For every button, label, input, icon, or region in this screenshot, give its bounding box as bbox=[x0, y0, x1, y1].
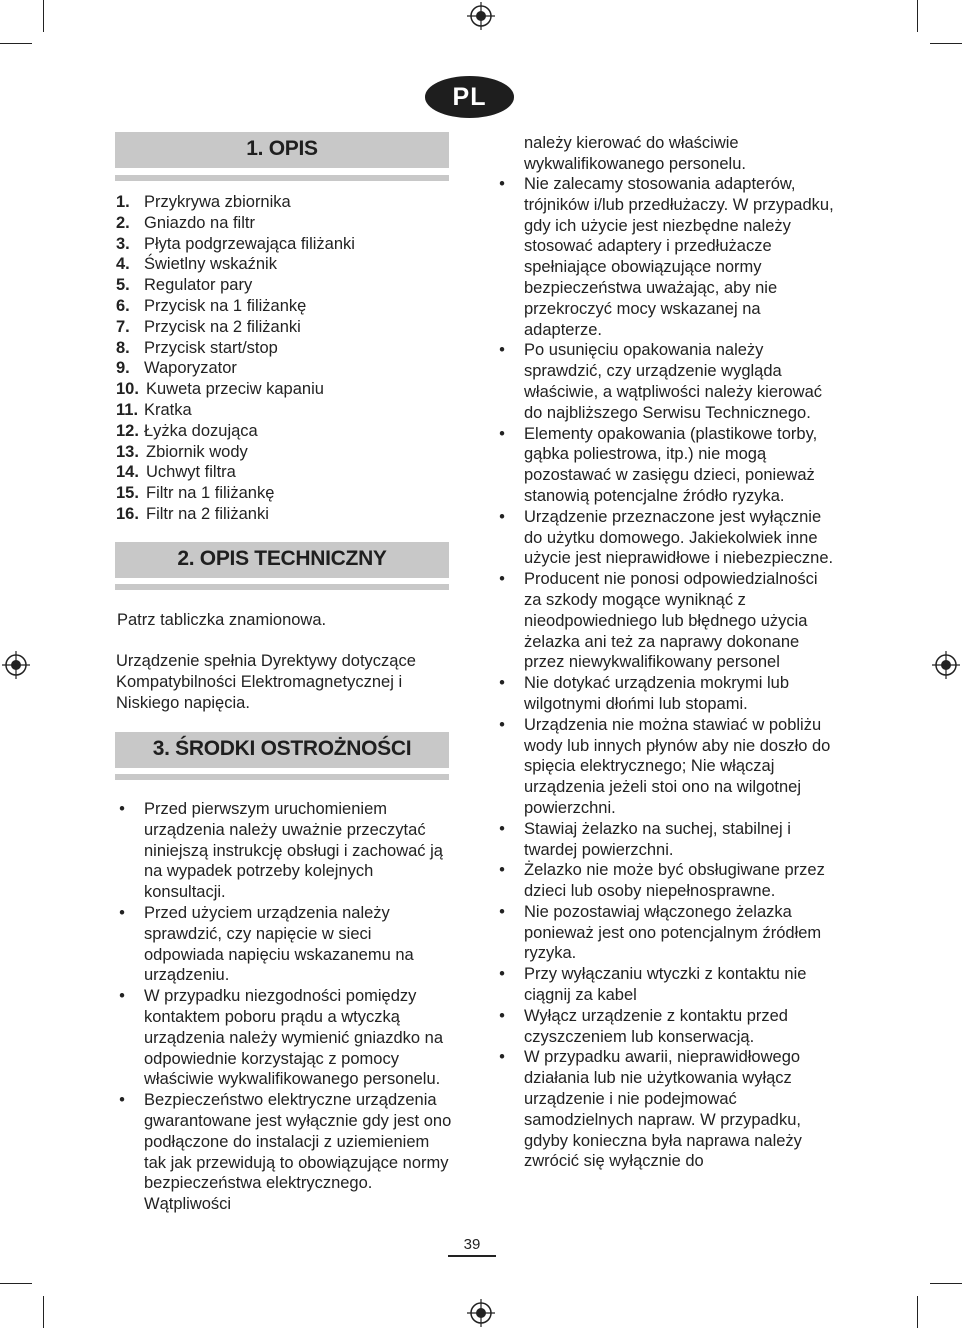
list-item: 5. Regulator pary bbox=[116, 276, 253, 295]
registration-mark-icon bbox=[931, 650, 961, 680]
crop-mark bbox=[930, 1283, 962, 1284]
list-item: • Elementy opakowania (plastikowe torby, gąbka poliestrowa, itp.) nie mogą pozostawać w zasięgu dzieci, ponieważ stanowią potencjalne źródło ryzyka. bbox=[499, 424, 818, 505]
list-item: 9. Waporyzator bbox=[116, 359, 237, 378]
list-item: 2. Gniazdo na filtr bbox=[116, 213, 255, 232]
language-badge: PL bbox=[425, 76, 514, 118]
list-item: • Żelazko nie może być obsługiwane przez dzieci lub osoby niepełnosprawne. bbox=[499, 861, 825, 901]
crop-mark bbox=[43, 0, 44, 32]
registration-mark-icon bbox=[1, 650, 31, 680]
crop-mark bbox=[930, 43, 962, 44]
crop-mark bbox=[43, 1296, 44, 1328]
list-item: • W przypadku niezgodności pomiędzy kontaktem poboru prądu a wtyczką urządzenia należy wymienić gniazdko na odpowiednie korzystając z pomocy właściwie wykwalifikowanego personelu. bbox=[119, 987, 443, 1089]
list-item: • Producent nie ponosi odpowiedzialności za szkody mogące wyniknąć z nieodpowiedniego lub błędnego użycia żelazka ani też za naprawy dokonane przez niewykwalifikowany personel bbox=[499, 570, 818, 672]
list-item: • Urządzenia nie można stawiać w pobliżu wody lub innych płynów aby nie doszło do spięcia elektrycznego; Nie włączaj urządzenia jeżeli stoi ono na wilgotnej powierzchni. bbox=[499, 715, 831, 817]
list-item: 14. Uchwyt filtra bbox=[116, 463, 236, 482]
list-item: • Nie dotykać urządzenia mokrymi lub wilgotnymi dłońmi lub stopami. bbox=[499, 674, 790, 713]
page-number-underline bbox=[448, 1255, 496, 1257]
list-item: • Przy wyłączaniu wtyczki z kontaktu nie ciągnij za kabel bbox=[499, 965, 807, 1005]
list-item: • Przed pierwszym uruchomieniem urządzenia należy uważnie przeczytać niniejszą instrukcję obsługi i zachować ją na wypadek potrzeby kolejnych konsultacji. bbox=[119, 800, 443, 902]
precautions-list-right bbox=[496, 174, 836, 1172]
list-item: 8. Przycisk start/stop bbox=[116, 338, 278, 357]
list-item: 4. Świetlny wskaźnik bbox=[116, 255, 277, 274]
list-item: 6. Przycisk na 1 filiżankę bbox=[116, 296, 307, 315]
list-item: • Stawiaj żelazko na suchej, stabilnej i twardej powierzchni. bbox=[499, 819, 791, 859]
crop-mark bbox=[917, 0, 918, 32]
precautions-list-left bbox=[116, 799, 452, 1215]
crop-mark bbox=[0, 1283, 32, 1284]
list-item: • Bezpieczeństwo elektryczne urządzenia gwarantowane jest wyłącznie gdy jest ono podłączone do instalacji z uziemieniem tak jak przewidują to obowiązujące normy bezpieczeństwa elektrycznego. Wątpliwości bbox=[119, 1091, 452, 1214]
crop-mark bbox=[0, 43, 32, 44]
heading-divider bbox=[115, 175, 449, 181]
list-item: 13. Zbiornik wody bbox=[116, 442, 248, 461]
directives-note: Urządzenie spełnia Dyrektywy dotyczące Kompatybilności Elektromagnetycznej i Niskiego napięcia. bbox=[116, 652, 416, 712]
rating-plate-note: Patrz tabliczka znamionowa. bbox=[117, 611, 327, 629]
list-item: • W przypadku awarii, nieprawidłowego działania lub nie użytkowania wyłącz urządzenie i nie podejmować samodzielnych napraw. W przypadku, gdyby konieczna była naprawa należy zwrócić się wyłącznie do bbox=[499, 1048, 802, 1171]
list-item: 7. Przycisk na 2 filiżanki bbox=[116, 317, 301, 336]
section-heading-srodki: 3. ŚRODKI OSTROŻNOŚCI bbox=[115, 732, 449, 768]
page-number: 39 bbox=[463, 1236, 481, 1253]
list-item: • Wyłącz urządzenie z kontaktu przed czyszczeniem lub konserwacją. bbox=[499, 1006, 788, 1046]
list-item: • Po usunięciu opakowania należy sprawdzić, czy urządzenie wygląda właściwie, a wątpliwości należy kierować do najbliższego Serwisu Technicznego. bbox=[499, 341, 823, 422]
list-item: 10. Kuweta przeciw kapaniu bbox=[116, 380, 324, 399]
list-item: • Nie zalecamy stosowania adapterów, trójników i/lub przedłużaczy. W przypadku, gdy ich użycie jest niezbędne należy stosować adaptery i przedłużacze spełniające obowiązujące normy bezpieczeństwa uważając, aby nie przekroczyć mocy wskazanej na adapterze. bbox=[499, 175, 834, 339]
list-item: 11. Kratka bbox=[116, 400, 192, 419]
registration-mark-icon bbox=[466, 1298, 496, 1328]
list-item: • Przed użyciem urządzenia należy sprawdzić, czy napięcie w sieci odpowiada napięciu wskazanemu na urządzeniu. bbox=[119, 903, 414, 985]
list-item: 3. Płyta podgrzewająca filiżanki bbox=[116, 234, 355, 253]
list-item: • Nie pozostawiaj włączonego żelazka ponieważ jest ono potencjalnym źródłem ryzyka. bbox=[499, 902, 822, 963]
heading-divider bbox=[115, 584, 449, 590]
heading-divider bbox=[115, 774, 449, 780]
continued-text: należy kierować do właściwie wykwalifikowanego personelu. bbox=[524, 134, 746, 173]
section-heading-opis-techniczny: 2. OPIS TECHNICZNY bbox=[115, 542, 449, 578]
list-item: • Urządzenie przeznaczone jest wyłącznie do użytku domowego. Jakiekolwiek inne użycie jest nieprawidłowe i niebezpieczne. bbox=[499, 507, 834, 568]
list-item: 1. Przykrywa zbiornika bbox=[116, 193, 291, 211]
list-item: 15. Filtr na 1 filiżankę bbox=[116, 484, 275, 503]
section-heading-opis: 1. OPIS bbox=[115, 132, 449, 168]
parts-list bbox=[116, 192, 456, 525]
registration-mark-icon bbox=[466, 1, 496, 31]
list-item: 12. Łyżka dozująca bbox=[116, 421, 258, 440]
list-item: 16. Filtr na 2 filiżanki bbox=[116, 504, 269, 523]
crop-mark bbox=[917, 1296, 918, 1328]
